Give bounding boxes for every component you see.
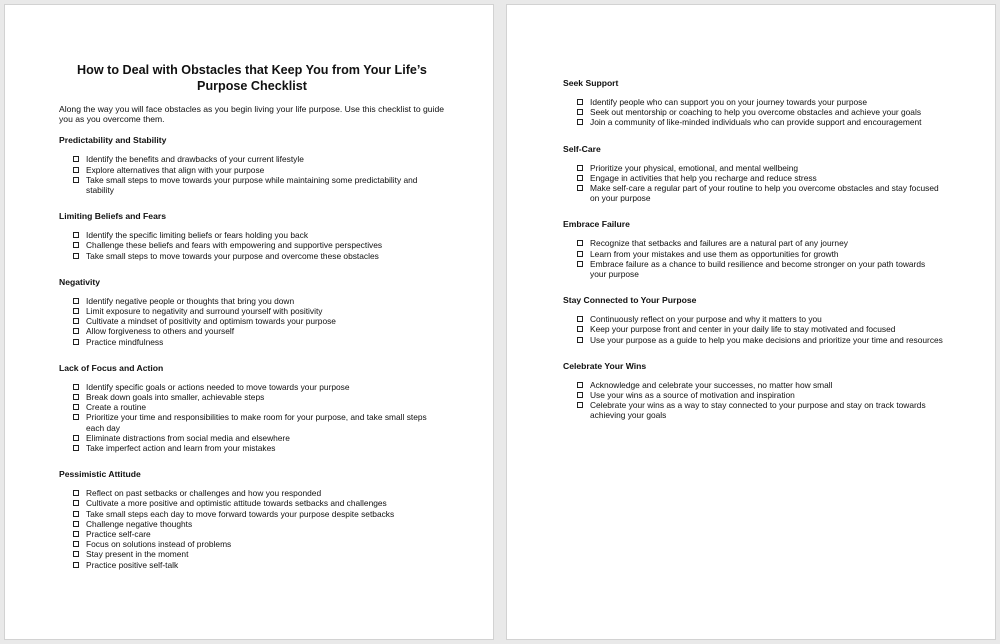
checklist-item-text: Explore alternatives that align with your purpose <box>86 164 265 175</box>
checkbox[interactable] <box>73 500 79 506</box>
checklist-item-text: Stay present in the moment <box>86 549 189 560</box>
checkbox[interactable] <box>577 337 583 343</box>
checklist-section <box>563 219 943 279</box>
checklist-item <box>59 498 445 508</box>
section-heading: Embrace Failure <box>563 219 630 230</box>
checkbox[interactable] <box>577 240 583 246</box>
checkbox[interactable] <box>577 402 583 408</box>
checklist-section <box>59 469 445 570</box>
checklist-item-text: Learn from your mistakes and use them as opportunities for growth <box>590 248 839 259</box>
checkbox[interactable] <box>577 251 583 257</box>
document-page-1 <box>4 4 494 640</box>
checkbox[interactable] <box>577 185 583 191</box>
checkbox[interactable] <box>73 490 79 496</box>
checklist-item <box>563 97 943 107</box>
checklist <box>563 314 943 345</box>
checkbox[interactable] <box>73 167 79 173</box>
checklist-item-text: Take small steps to move towards your purpose while maintaining some predictability and stability <box>86 174 418 196</box>
checkbox[interactable] <box>73 253 79 259</box>
checklist-item <box>59 240 445 250</box>
checklist-item <box>59 165 445 175</box>
checklist-item <box>59 433 445 443</box>
checklist-item <box>59 412 445 432</box>
checklist-section <box>59 135 445 195</box>
checklist <box>59 230 445 261</box>
checkbox[interactable] <box>73 177 79 183</box>
checklist-item <box>59 529 445 539</box>
document-title: How to Deal with Obstacles that Keep You from Your Life’s Purpose Checklist <box>77 63 427 93</box>
checkbox[interactable] <box>73 551 79 557</box>
checklist-item <box>563 183 943 203</box>
checklist-item <box>59 251 445 261</box>
checklist-item <box>563 117 943 127</box>
section-heading: Negativity <box>59 276 101 287</box>
checklist-item <box>59 337 445 347</box>
checklist-item <box>59 154 445 164</box>
checkbox[interactable] <box>73 308 79 314</box>
checklist-item-text: Use your wins as a source of motivation and inspiration <box>590 390 795 401</box>
checklist-item-text: Celebrate your wins as a way to stay connected to your purpose and stay on track towards achieving your goals <box>590 400 926 421</box>
checklist-item <box>59 443 445 453</box>
page-1-sections <box>59 135 445 569</box>
checklist-item-text: Take small steps to move towards your purpose and overcome these obstacles <box>86 250 379 261</box>
checklist-section <box>563 78 943 128</box>
checklist-item <box>59 230 445 240</box>
checkbox[interactable] <box>577 165 583 171</box>
checklist-item <box>59 560 445 570</box>
checkbox[interactable] <box>577 382 583 388</box>
checkbox[interactable] <box>73 339 79 345</box>
checkbox[interactable] <box>577 109 583 115</box>
checklist-item-text: Focus on solutions instead of problems <box>86 539 232 550</box>
checkbox[interactable] <box>73 384 79 390</box>
checklist-item-text: Practice positive self-talk <box>86 559 179 570</box>
checklist-item <box>563 400 943 420</box>
checklist-item <box>563 163 943 173</box>
checklist-item <box>59 326 445 336</box>
checkbox[interactable] <box>73 445 79 451</box>
checklist-item-text: Create a routine <box>86 402 147 413</box>
checkbox[interactable] <box>73 242 79 248</box>
checklist <box>59 296 445 347</box>
checklist-item-text: Join a community of like-minded individuals who can provide support and encouragement <box>590 117 922 128</box>
checklist-item-text: Challenge these beliefs and fears with empowering and supportive perspectives <box>86 240 383 251</box>
checkbox[interactable] <box>73 511 79 517</box>
checklist-item-text: Acknowledge and celebrate your successes, no matter how small <box>590 379 833 390</box>
checklist-item-text: Reflect on past setbacks or challenges and how you responded <box>86 488 322 499</box>
checklist-item <box>59 382 445 392</box>
checklist <box>563 380 943 421</box>
section-heading: Pessimistic Attitude <box>59 469 141 480</box>
section-heading: Celebrate Your Wins <box>563 360 647 371</box>
checklist-item <box>59 488 445 498</box>
checklist <box>563 163 943 204</box>
checkbox[interactable] <box>73 318 79 324</box>
checklist-item-text: Identify people who can support you on your journey towards your purpose <box>590 97 868 107</box>
checklist-item-text: Engage in activities that help you recharge and reduce stress <box>590 172 817 183</box>
checklist-item-text: Keep your purpose front and center in your daily life to stay motivated and focused <box>590 324 896 335</box>
checklist-item-text: Identify negative people or thoughts that bring you down <box>86 295 295 306</box>
checklist-item-text: Identify the specific limiting beliefs or fears holding you back <box>86 230 309 241</box>
checklist-item-text: Recognize that setbacks and failures are a natural part of any journey <box>590 238 848 249</box>
checkbox[interactable] <box>73 541 79 547</box>
checklist-section <box>59 211 445 261</box>
checklist-item <box>563 173 943 183</box>
checkbox[interactable] <box>73 414 79 420</box>
section-heading: Self-Care <box>563 143 601 154</box>
checklist-item <box>59 392 445 402</box>
checklist <box>59 154 445 195</box>
checklist-item-text: Practice self-care <box>86 529 151 540</box>
checklist-item <box>59 296 445 306</box>
checkbox[interactable] <box>73 232 79 238</box>
checkbox[interactable] <box>577 316 583 322</box>
checkbox[interactable] <box>577 326 583 332</box>
checklist-item <box>59 402 445 412</box>
checklist-item-text: Limit exposure to negativity and surround yourself with positivity <box>86 306 323 317</box>
checklist-item-text: Use your purpose as a guide to help you make decisions and prioritize your time and resources <box>590 334 943 345</box>
checklist-item <box>563 249 943 259</box>
checklist <box>563 238 943 279</box>
checklist-section <box>563 295 943 345</box>
checklist-item-text: Make self-care a regular part of your routine to help you overcome obstacles and stay focused on your purpose <box>590 183 939 204</box>
checklist-item-text: Break down goals into smaller, achievable steps <box>86 392 265 403</box>
checklist-item-text: Continuously reflect on your purpose and why it matters to you <box>590 314 822 325</box>
page-2-sections <box>563 78 943 421</box>
checklist-item-text: Take imperfect action and learn from your mistakes <box>86 443 276 454</box>
checkbox[interactable] <box>73 435 79 441</box>
checklist-item-text: Prioritize your time and responsibilities to make room for your purpose, and take small steps each day <box>86 412 427 433</box>
checklist-item-text: Challenge negative thoughts <box>86 518 193 529</box>
checklist <box>563 97 943 128</box>
checklist-item-text: Practice mindfulness <box>86 336 164 347</box>
checkbox[interactable] <box>577 119 583 125</box>
checkbox[interactable] <box>73 328 79 334</box>
checklist-item-text: Identify specific goals or actions needed to move towards your purpose <box>86 381 350 392</box>
section-heading: Limiting Beliefs and Fears <box>59 211 166 222</box>
checklist-item-text: Cultivate a more positive and optimistic attitude towards setbacks and challenges <box>86 498 387 509</box>
checklist-item <box>59 519 445 529</box>
checklist-item-text: Seek out mentorship or coaching to help you overcome obstacles and achieve your goals <box>590 107 922 118</box>
section-heading: Predictability and Stability <box>59 135 167 146</box>
checkbox[interactable] <box>73 298 79 304</box>
checklist-item-text: Identify the benefits and drawbacks of your current lifestyle <box>86 154 304 165</box>
section-heading: Stay Connected to Your Purpose <box>563 295 697 306</box>
checklist-item <box>563 335 943 345</box>
checklist-item-text: Cultivate a mindset of positivity and optimism towards your purpose <box>86 316 336 327</box>
checkbox[interactable] <box>577 392 583 398</box>
page-2-content <box>563 78 943 437</box>
checklist-item <box>563 390 943 400</box>
checklist <box>59 488 445 570</box>
checklist-item <box>563 324 943 334</box>
page-1-content <box>59 63 445 586</box>
checklist-section <box>59 363 445 453</box>
checklist-item <box>563 107 943 117</box>
checkbox[interactable] <box>73 156 79 162</box>
checkbox[interactable] <box>577 99 583 105</box>
checklist-item-text: Embrace failure as a chance to build resilience and become stronger on your path towards your purpose <box>590 258 926 280</box>
checkbox[interactable] <box>73 521 79 527</box>
checklist-item-text: Allow forgiveness to others and yourself <box>86 326 235 337</box>
checklist-item <box>59 509 445 519</box>
checkbox[interactable] <box>73 562 79 568</box>
checklist-item <box>59 549 445 559</box>
checklist-item <box>563 238 943 248</box>
checklist-section <box>563 144 943 204</box>
checklist-section <box>563 361 943 421</box>
checklist-item <box>59 175 445 195</box>
checkbox[interactable] <box>577 175 583 181</box>
checklist <box>59 382 445 453</box>
checkbox[interactable] <box>73 404 79 410</box>
checklist-item <box>59 539 445 549</box>
checklist-item-text: Take small steps each day to move forward towards your purpose despite setbacks <box>86 508 395 519</box>
document-page-2 <box>506 4 996 640</box>
checkbox[interactable] <box>577 261 583 267</box>
checklist-item <box>563 380 943 390</box>
checklist-section <box>59 277 445 347</box>
checklist-item-text: Eliminate distractions from social media and elsewhere <box>86 432 290 443</box>
checklist-item <box>563 314 943 324</box>
intro-paragraph: Along the way you will face obstacles as you begin living your life purpose. Use this checklist to guide you as you overcome them. <box>59 104 445 125</box>
checkbox[interactable] <box>73 531 79 537</box>
checklist-item <box>563 259 943 279</box>
checklist-item <box>59 316 445 326</box>
checkbox[interactable] <box>73 394 79 400</box>
section-heading: Lack of Focus and Action <box>59 362 164 373</box>
section-heading: Seek Support <box>563 78 619 88</box>
checklist-item <box>59 306 445 316</box>
checklist-item-text: Prioritize your physical, emotional, and mental wellbeing <box>590 162 799 173</box>
